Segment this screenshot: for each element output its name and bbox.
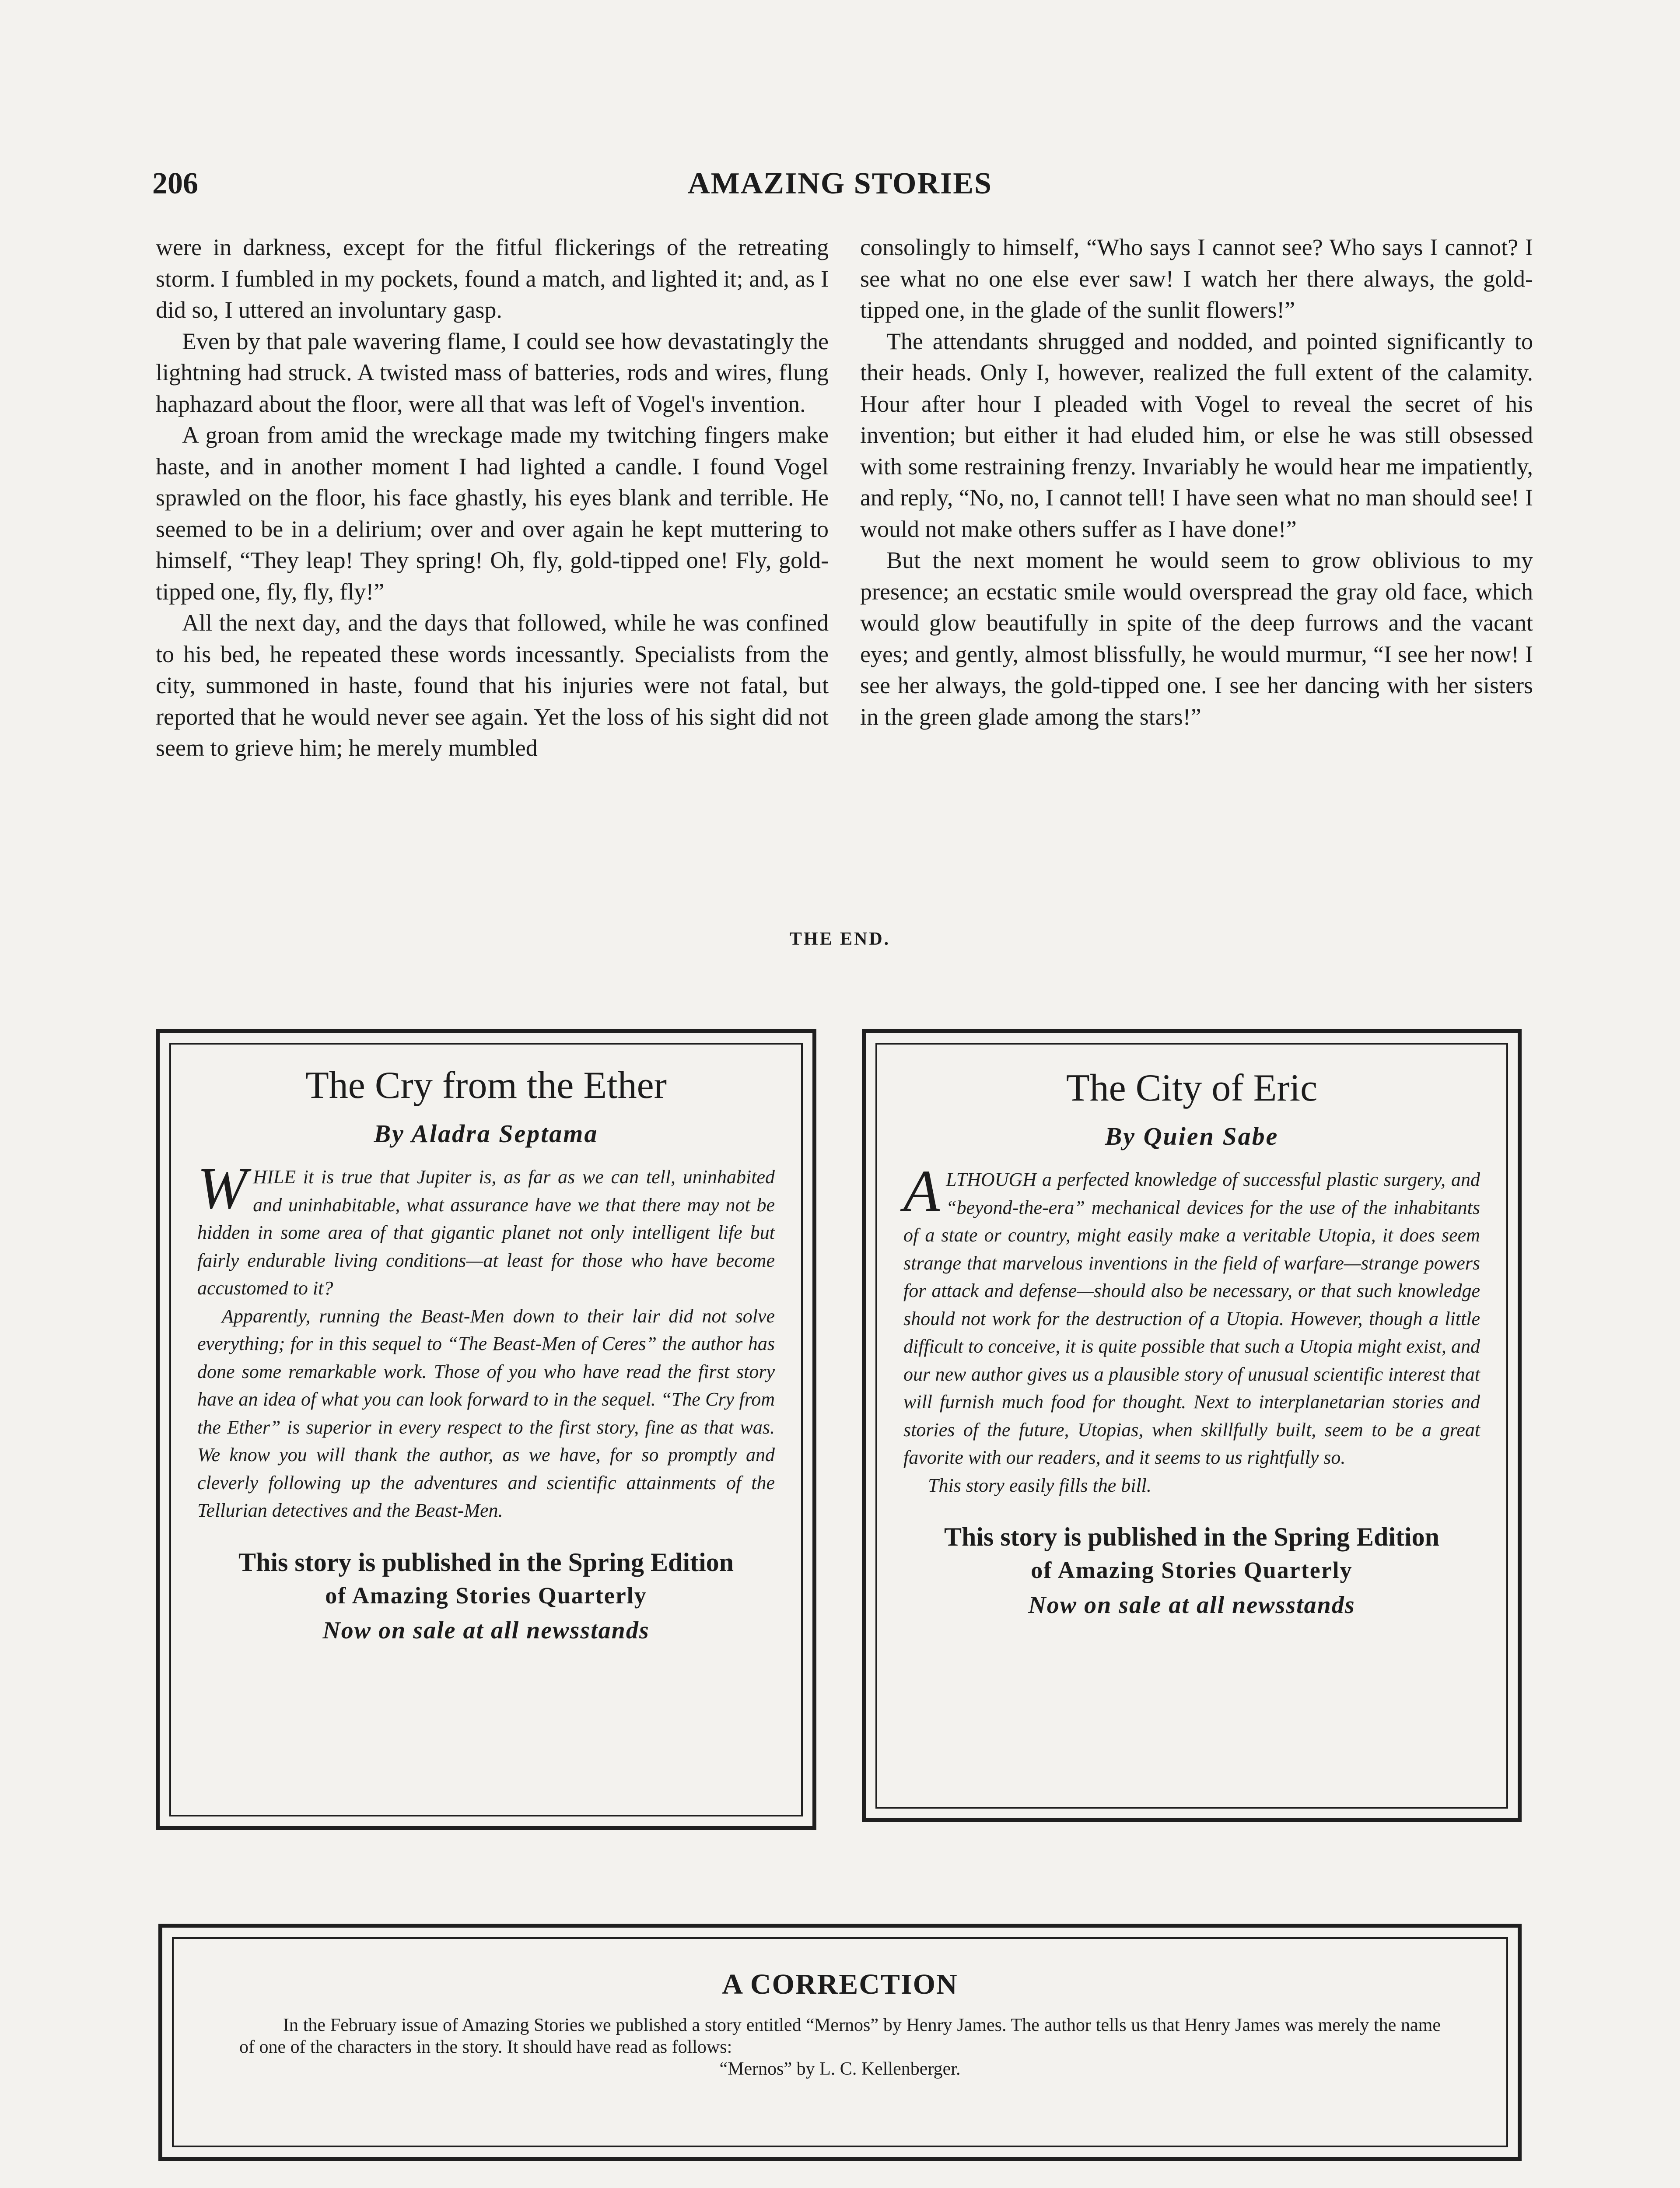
ad-footer-edition: This story is published in the Spring Edition: [944, 1522, 1440, 1551]
ad-box-city-of-eric: [862, 1029, 1522, 1822]
ad-footer-magazine: of Amazing Stories Quarterly: [325, 1582, 647, 1609]
story-paragraph: All the next day, and the days that followed, while he was confined to his bed, he repeated these words incessantly. Specialists from the city, summoned in haste, found that his injuries were not fatal, but reported that he would never see again. Yet the loss of his sight did not seem to grieve him; he merely mumbled: [156, 610, 829, 761]
ad-footer-edition: This story is published in the Spring Edition: [238, 1547, 734, 1577]
ad-footer-magazine: of Amazing Stories Quarterly: [1031, 1557, 1353, 1583]
drop-cap: A: [903, 1158, 940, 1224]
ad-author: By Aladra Septama: [374, 1119, 598, 1148]
ad-first-paragraph: [903, 1158, 1480, 1472]
ad-author: By Quien Sabe: [1105, 1122, 1279, 1150]
ad-box-inner-border: [875, 1043, 1508, 1809]
page-number: 206: [152, 167, 198, 200]
ad-footer: [197, 1546, 775, 1649]
story-paragraph: consolingly to himself, “Who says I cannot see? Who says I cannot? I see what no one else ever saw! I watch her there always, the gold-tipped one, in the glade of the sunlit flowers!”: [860, 234, 1533, 323]
story-paragraph: A groan from amid the wreckage made my twitching fingers make haste, and in another moment I had lighted a candle. I found Vogel sprawled on the floor, his face ghastly, his eyes blank and terrible. He seemed to be in a delirium; over and over again he kept muttering to himself, “They leap! They spring! Oh, fly, gold-tipped one! Fly, gold-tipped one, fly, fly, fly!”: [156, 422, 829, 605]
ad-description: [903, 1158, 1480, 1499]
correction-corrected-line: “Mernos” by L. C. Kellenberger.: [719, 2059, 961, 2079]
story-left-column: [156, 232, 829, 764]
ad-title: The City of Eric: [1066, 1067, 1318, 1109]
story-right-column: [860, 232, 1533, 733]
ad-title: The Cry from the Ether: [305, 1064, 667, 1107]
correction-content: [239, 1968, 1441, 2080]
ad-footer-on-sale: Now on sale at all newsstands: [322, 1616, 650, 1644]
ad-first-paragraph-text: HILE it is true that Jupiter is, as far as we can tell, uninhabited and uninhabitable, what assurance have we that there may not be hidden in some area of that gigantic planet not only intelligent life but fairly endurable living conditions—at least for those who have become accustomed to it?: [197, 1166, 775, 1299]
ad-paragraph: This story easily fills the bill.: [928, 1474, 1152, 1496]
story-paragraph: But the next moment he would seem to grow oblivious to my presence; an ecstatic smile would overspread the gray old face, which would glow beautifully in spite of the deep furrows and the vacant eyes; and gently, almost blissfully, he would murmur, “I see her now! I see her always, the gold-tipped one. I see her dancing with her sisters in the green glade among the stars!”: [860, 547, 1533, 730]
the-end-mark: THE END.: [789, 929, 891, 949]
story-paragraph: Even by that pale wavering flame, I could see how devastatingly the lightning had struck. A twisted mass of batteries, rods and wires, flung haphazard about the floor, were all that was left of Vogel's invention.: [156, 328, 829, 417]
ad-paragraph: Apparently, running the Beast-Men down to their lair did not solve everything; for in this sequel to “The Beast-Men of Ceres” the author has done some remarkable work. Those of you who have read the first story have an idea of what you can look forward to in the sequel. “The Cry from the Ether” is superior in every respect to the first story, fine as that was. We know you will thank the author, as we have, for so promptly and cleverly following up the adventures and scientific attainments of the Tellurian detectives and the Beast-Men.: [197, 1305, 775, 1521]
correction-title: A CORRECTION: [722, 1968, 958, 2000]
story-paragraph: The attendants shrugged and nodded, and pointed significantly to their heads. Only I, however, realized the full extent of the calamity. Hour after hour I pleaded with Vogel to reveal the secret of his invention; but either it had eluded him, or else he was still obsessed with some restraining frenzy. Invariably he would hear me impatiently, and reply, “No, no, I cannot tell! I have seen what no man should see! I would not make others suffer as I have done!”: [860, 328, 1533, 542]
drop-cap: W: [197, 1156, 247, 1221]
correction-inner-border: [172, 1937, 1508, 2147]
ad-content: [197, 1064, 775, 1649]
running-head: AMAZING STORIES: [688, 167, 992, 200]
ad-content: [903, 1066, 1480, 1623]
ad-box-inner-border: [169, 1043, 803, 1816]
ad-first-paragraph: [197, 1156, 775, 1302]
story-paragraph: were in darkness, except for the fitful flickerings of the retreating storm. I fumbled in my pockets, found a match, and lighted it; and, as I did so, I uttered an involuntary gasp.: [156, 234, 829, 323]
ad-footer-on-sale: Now on sale at all newsstands: [1028, 1592, 1355, 1619]
ad-footer: [903, 1520, 1480, 1623]
ad-description: [197, 1156, 775, 1525]
ad-box-cry-from-the-ether: [156, 1029, 816, 1830]
correction-box: [158, 1924, 1522, 2161]
correction-text: In the February issue of Amazing Stories we published a story entitled “Mernos” by Henry James. The author tells us that Henry James was merely the name of one of the characters in the story. It should have read as follows:: [239, 2015, 1441, 2057]
ad-first-paragraph-text: LTHOUGH a perfected knowledge of successful plastic surgery, and “beyond-the-era” mechanical devices for the use of the inhabitants of a state or country, might easily make a veritable Utopia, it does seem strange that marvelous inventions in the field of warfare—strange powers for attack and defense—should also be necessary, or that such knowledge should not work for the destruction of a Utopia. However, though a little difficult to conceive, it is quite possible that such a Utopia might exist, and our new author gives us a plausible story of unusual scientific interest that will furnish much food for thought. Next to interplanetarian stories and stories of the future, Utopias, when skillfully built, seem to be a great favorite with our readers, and it seems to us rightfully so.: [903, 1169, 1480, 1468]
